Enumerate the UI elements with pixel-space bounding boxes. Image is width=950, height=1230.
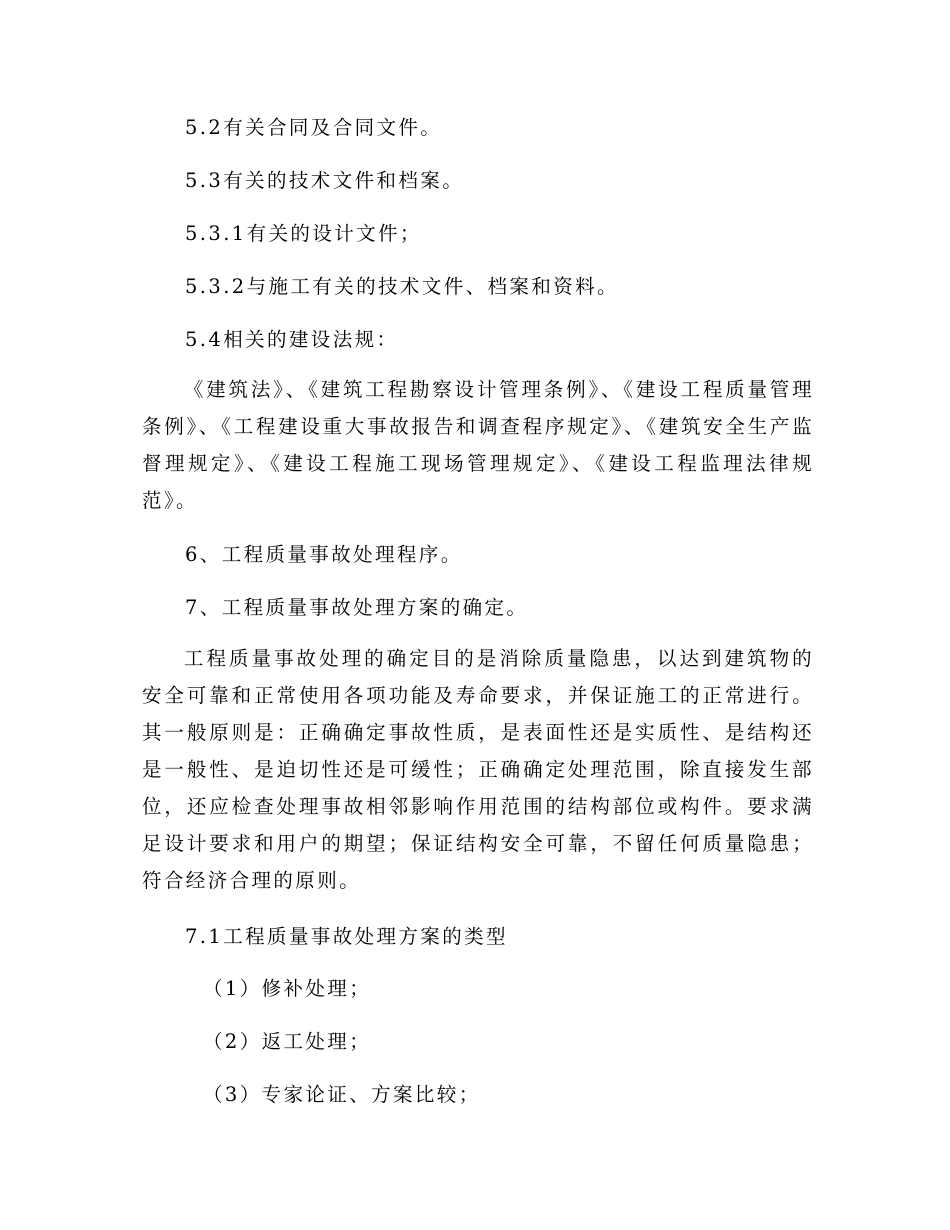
section-6-heading: 6、工程质量事故处理程序。 <box>185 543 463 566</box>
section-7-heading: 7、工程质量事故处理方案的确定。 <box>185 596 529 619</box>
section-5-3-2-heading: 5.3.2与施工有关的技术文件、档案和资料。 <box>185 275 619 298</box>
section-5-3-heading: 5.3有关的技术文件和档案。 <box>185 169 465 192</box>
section-5-4-heading: 5.4相关的建设法规： <box>185 328 399 351</box>
principles-paragraph: 工程质量事故处理的确定目的是消除质量隐患，以达到建筑物的安全可靠和正常使用各项功能及寿命要求，并保证施工的正常进行。其一般原则是：正确确定事故性质，是表面性还是实质性、是结构还是一般性、是迫切性还是可缓性；正确确定处理范围，除直接发生部位，还应检查处理事故相邻影响作用范围的结构部位或构件。要求满足设计要求和用户的期望；保证结构安全可靠，不留任何质量隐患；符合经济合理的原则。 <box>142 647 814 892</box>
laws-paragraph: 《建筑法》、《建筑工程勘察设计管理条例》、《建设工程质量管理条例》、《工程建设重大事故报告和调查程序规定》、《建筑安全生产监督理规定》、《建设工程施工现场管理规定》、《建设工程监理法律规范》。 <box>142 378 814 512</box>
list-item-3: （3）专家论证、方案比较； <box>203 1083 481 1106</box>
list-item-2: （2）返工处理； <box>203 1030 372 1053</box>
section-5-3-1-heading: 5.3.1有关的设计文件； <box>185 222 422 245</box>
section-7-1-heading: 7.1工程质量事故处理方案的类型 <box>185 925 508 948</box>
list-item-1: （1）修补处理； <box>203 977 372 1000</box>
section-5-2-heading: 5.2有关合同及合同文件。 <box>185 116 443 139</box>
